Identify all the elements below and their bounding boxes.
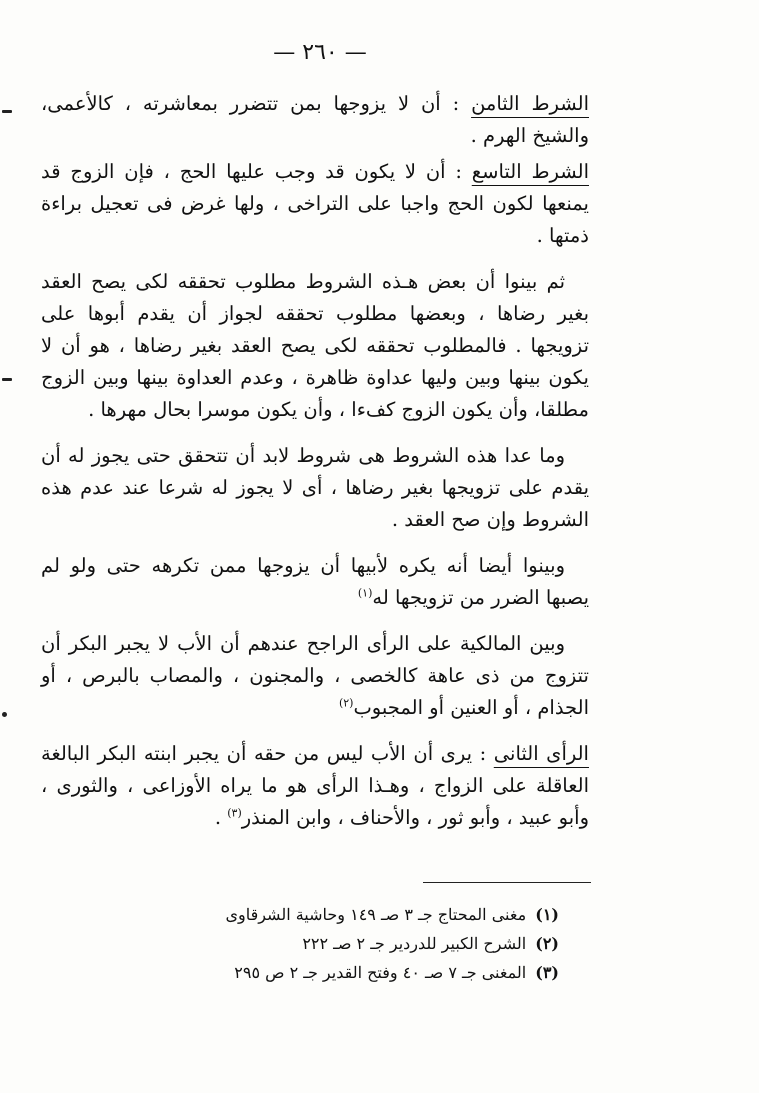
paragraph-text: : أن لا يزوجها بمن تتضرر بمعاشرته ، كالأعمى، والشيخ الهرم . [41,92,589,147]
footnote-text: مغنى المحتاج جـ ٣ صـ ١٤٩ وحاشية الشرقاوى [225,905,527,924]
footnote-item [139,929,559,958]
paragraph-text: ثم بينوا أن بعض هـذه الشروط مطلوب تحققه لكى يصح العقد بغير رضاها ، وبعضها مطلوب تحققه لجواز أن يقدم أبوها على تزويجها . فالمطلوب تحققه لكى يصح العقد بغير رضاها ، هو أن لا يكون بينها وبين وليها عداوة ظاهرة ، وعدم العداوة بينها وبين الزوج مطلقا، وأن يكون الزوج كفءا ، وأن يكون موسرا بحال مهرها . [41,270,589,421]
paragraph-disliked-marriage [41,550,589,614]
paragraph-text: وبينوا أيضا أنه يكره لأبيها أن يزوجها ممن تكرهه حتى ولو لم يصبها الضرر من تزويجها له [41,554,589,609]
condition-heading: الشرط التاسع [471,160,589,183]
condition-heading: الشرط الثامن [471,92,589,115]
footnote-ref: (٣) [227,806,242,820]
margin-mark [2,712,7,717]
footnote-item [139,958,559,987]
paragraph-second-opinion [41,738,589,834]
paragraph-condition-nine [41,156,589,252]
footnote-text: المغنى جـ ٧ صـ ٤٠ وفتح القدير جـ ٢ ص ٢٩٥ [234,963,527,982]
footnote-text: الشرح الكبير للدردير جـ ٢ صـ ٢٢٢ [302,934,527,953]
paragraph-remaining-conditions [41,440,589,536]
footnote-item [139,900,559,929]
paragraph-maliki-view [41,628,589,724]
paragraph-text: وما عدا هذه الشروط هى شروط لابد أن تتحقق حتى يجوز له أن يقدم على تزويجها بغير رضاها ، أى لا يجوز له شرعا عند عدم هذه الشروط وإن صح العقد . [41,444,589,531]
opinion-heading: الرأى الثانى [493,742,589,765]
main-text [41,88,589,848]
paragraph-tail: . [214,806,228,829]
footnote-ref: (٢) [338,696,354,710]
page-number: — ٢٦٠ — [273,40,367,65]
paragraph-text: : يرى أن الأب ليس من حقه أن يجبر ابنته البكر البالغة العاقلة على الزواج ، وهـذا الرأى هو ما يراه الأوزاعى ، والثورى ، وأبو عبيد ، وأبو ثور ، والأحناف ، وابن المنذر [41,742,589,829]
margin-mark [2,378,12,381]
margin-mark [2,110,12,113]
footnotes [139,900,559,987]
footnote-number: (٣) [535,963,559,982]
footnote-number: (١) [535,905,559,924]
paragraph-text: : أن لا يكون قد وجب عليها الحج ، فإن الزوج قد يمنعها لكون الحج واجبا على التراخى ، ولها غرض فى تعجيل براءة ذمتها . [41,160,589,247]
footnote-number: (٢) [535,934,559,953]
paragraph-conditions-split [41,266,589,426]
footnote-ref: (١) [357,586,373,600]
footnote-divider [423,882,591,883]
paragraph-text: وبين المالكية على الرأى الراجح عندهم أن الأب لا يجبر البكر أن تتزوج من ذى عاهة كالخصى ، والمجنون ، والمصاب بالبرص ، أو الجذام ، أو العنين أو المجبوب [41,632,589,719]
paragraph-condition-eight [41,88,589,152]
